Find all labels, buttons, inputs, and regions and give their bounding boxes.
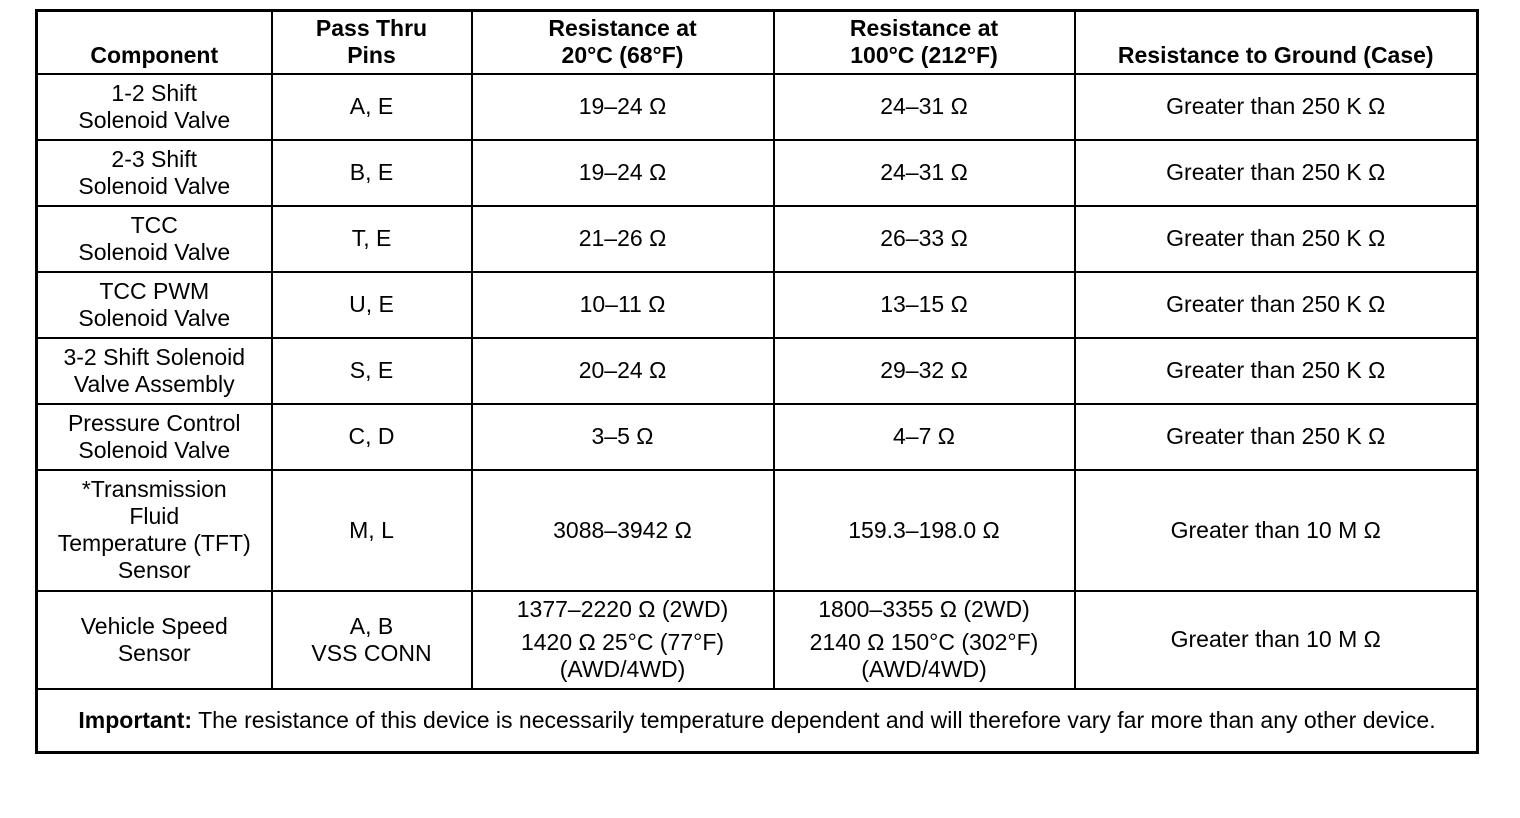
resistance-100c-cell: 159.3–198.0 Ω bbox=[774, 470, 1075, 591]
resistance-ground-cell: Greater than 250 K Ω bbox=[1075, 74, 1478, 140]
component-line: Solenoid Valve bbox=[78, 172, 231, 199]
resistance-20c-cell: 19–24 Ω bbox=[472, 140, 774, 206]
resistance-line: 1420 Ω 25°C (77°F) bbox=[520, 629, 725, 655]
header-r20-line2: 20°C (68°F) bbox=[561, 41, 684, 68]
table-row bbox=[37, 272, 1478, 338]
pins-line: VSS CONN bbox=[311, 639, 432, 666]
resistance-line: 2140 Ω 150°C (302°F) bbox=[809, 629, 1039, 655]
resistance-100c-cell: 4–7 Ω bbox=[774, 404, 1075, 470]
resistance-ground-cell: Greater than 250 K Ω bbox=[1075, 140, 1478, 206]
pins-cell: S, E bbox=[272, 338, 472, 404]
note-text: The resistance of this device is necessarily temperature dependent and will therefore vary far more than any other device. bbox=[192, 706, 1436, 733]
component-line: 3-2 Shift Solenoid bbox=[63, 343, 246, 370]
component-line: Solenoid Valve bbox=[78, 436, 231, 463]
table-row bbox=[37, 470, 1478, 591]
resistance-100c-cell bbox=[774, 591, 1075, 689]
resistance-line: (AWD/4WD) bbox=[861, 656, 987, 682]
resistance-ground-cell: Greater than 250 K Ω bbox=[1075, 338, 1478, 404]
component-line: 2-3 Shift bbox=[111, 145, 198, 172]
note-row bbox=[37, 689, 1478, 753]
resistance-line: (AWD/4WD) bbox=[559, 656, 686, 682]
resistance-20c-cell: 20–24 Ω bbox=[472, 338, 774, 404]
component-line: TCC PWM bbox=[99, 277, 210, 304]
table-row bbox=[37, 591, 1478, 689]
resistance-ground-cell: Greater than 10 M Ω bbox=[1075, 470, 1478, 591]
component-cell bbox=[37, 206, 272, 272]
table-row bbox=[37, 206, 1478, 272]
header-r100-line1: Resistance at bbox=[849, 14, 999, 41]
component-cell bbox=[37, 404, 272, 470]
header-resistance-100c bbox=[774, 11, 1075, 74]
pins-cell bbox=[272, 591, 472, 689]
table-row bbox=[37, 74, 1478, 140]
resistance-ground-cell: Greater than 250 K Ω bbox=[1075, 404, 1478, 470]
pins-cell: B, E bbox=[272, 140, 472, 206]
component-cell bbox=[37, 591, 272, 689]
component-line: Solenoid Valve bbox=[78, 304, 231, 331]
note-label: Important: bbox=[78, 706, 193, 733]
component-line: Sensor bbox=[117, 639, 191, 666]
component-line: 1-2 Shift bbox=[111, 79, 198, 106]
header-resistance-to-ground bbox=[1075, 11, 1478, 74]
component-line: Sensor bbox=[117, 557, 191, 583]
component-line: Temperature (TFT) bbox=[57, 530, 251, 556]
header-pins-line2: Pins bbox=[347, 41, 396, 68]
header-ground-label: Resistance to Ground (Case) bbox=[1117, 41, 1434, 68]
important-note bbox=[37, 689, 1478, 753]
component-line: Pressure Control bbox=[67, 409, 241, 436]
pins-cell: A, E bbox=[272, 74, 472, 140]
resistance-20c-cell: 19–24 Ω bbox=[472, 74, 774, 140]
component-cell bbox=[37, 470, 272, 591]
resistance-ground-cell: Greater than 250 K Ω bbox=[1075, 206, 1478, 272]
component-line: *Transmission bbox=[81, 476, 227, 502]
resistance-100c-cell: 13–15 Ω bbox=[774, 272, 1075, 338]
resistance-20c-cell: 3–5 Ω bbox=[472, 404, 774, 470]
table-row bbox=[37, 140, 1478, 206]
component-line: Solenoid Valve bbox=[78, 106, 231, 133]
resistance-100c-cell: 24–31 Ω bbox=[774, 74, 1075, 140]
resistance-ground-cell: Greater than 10 M Ω bbox=[1075, 591, 1478, 689]
header-r100-line2: 100°C (212°F) bbox=[850, 41, 998, 68]
component-line: TCC bbox=[130, 211, 178, 238]
component-cell bbox=[37, 338, 272, 404]
header-r20-line1: Resistance at bbox=[548, 14, 697, 41]
pins-cell: C, D bbox=[272, 404, 472, 470]
table-row bbox=[37, 404, 1478, 470]
component-line: Fluid bbox=[129, 503, 180, 529]
table-row bbox=[37, 338, 1478, 404]
component-line: Vehicle Speed bbox=[80, 612, 228, 639]
resistance-20c-cell: 10–11 Ω bbox=[472, 272, 774, 338]
component-line: Solenoid Valve bbox=[78, 238, 231, 265]
resistance-ground-cell: Greater than 250 K Ω bbox=[1075, 272, 1478, 338]
header-pass-thru-pins bbox=[272, 11, 472, 74]
resistance-100c-cell: 29–32 Ω bbox=[774, 338, 1075, 404]
resistance-line: 1377–2220 Ω (2WD) bbox=[516, 596, 729, 622]
resistance-20c-cell: 3088–3942 Ω bbox=[472, 470, 774, 591]
component-cell bbox=[37, 140, 272, 206]
pins-line: A, B bbox=[349, 612, 394, 639]
pins-cell: T, E bbox=[272, 206, 472, 272]
component-cell bbox=[37, 272, 272, 338]
resistance-100c-cell: 26–33 Ω bbox=[774, 206, 1075, 272]
pins-cell: U, E bbox=[272, 272, 472, 338]
header-pins-line1: Pass Thru bbox=[315, 14, 428, 41]
header-resistance-20c bbox=[472, 11, 774, 74]
resistance-100c-cell: 24–31 Ω bbox=[774, 140, 1075, 206]
solenoid-resistance-table bbox=[35, 9, 1479, 754]
resistance-20c-cell: 21–26 Ω bbox=[472, 206, 774, 272]
header-component bbox=[37, 11, 272, 74]
header-row bbox=[37, 11, 1478, 74]
pins-cell: M, L bbox=[272, 470, 472, 591]
header-component-label: Component bbox=[90, 41, 219, 68]
component-line: Valve Assembly bbox=[73, 370, 235, 397]
resistance-20c-cell bbox=[472, 591, 774, 689]
component-cell bbox=[37, 74, 272, 140]
resistance-line: 1800–3355 Ω (2WD) bbox=[818, 596, 1030, 622]
